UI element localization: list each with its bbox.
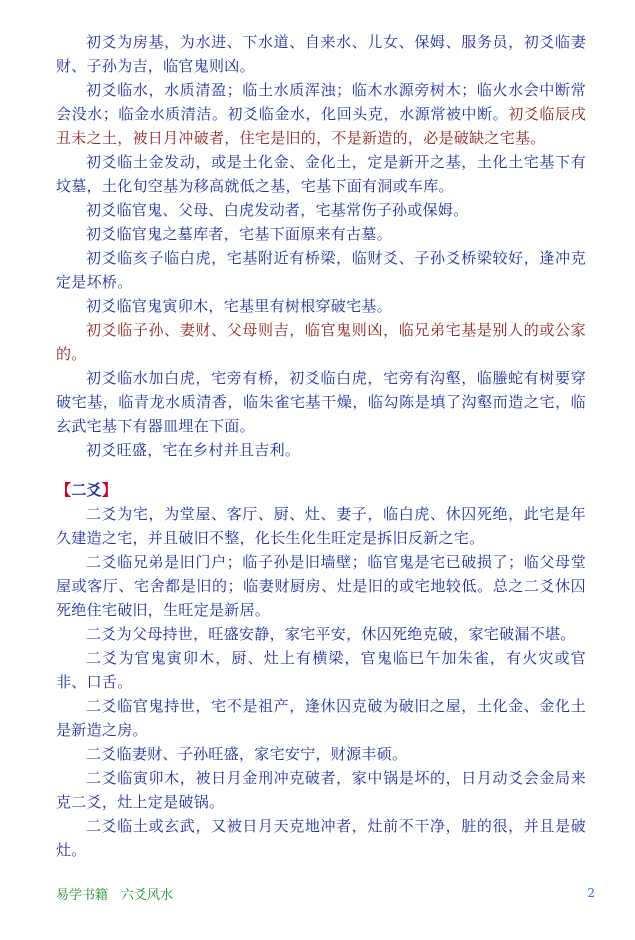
paragraph: 初爻旺盛，宅在乡村并且吉利。 [86,441,301,459]
paragraph: 二爻临寅卯木，被日月金刑冲克破者，家中锅是坏的，日月动爻会金局来克二爻，灶上定是破锅。 [56,769,586,811]
paragraph: 二爻临妻财、子孙旺盛，家宅安宁，财源丰硕。 [86,745,408,763]
paragraph: 初爻临官鬼寅卯木，宅基里有树根穿破宅基。 [86,297,393,315]
bracket-open: 【 [56,481,72,499]
document-body [56,30,586,862]
paragraph: 二爻为官鬼寅卯木，厨、灶上有横梁，官鬼临巳午加朱雀，有火灾或官非、口舌。 [56,649,586,691]
paragraph: 初爻临官鬼之墓库者，宅基下面原来有古墓。 [86,225,393,243]
paragraph: 二爻临兄弟是旧门户；临子孙是旧墙壁；临官鬼是宅已破损了；临父母堂屋或客厅、宅舍都是旧的；临妻财厨房、灶是旧的或宅地较低。总之二爻休囚死绝住宅破旧，生旺定是新居。 [56,553,586,619]
paragraph [56,78,586,150]
paragraph: 初爻为房基，为水进、下水道、自来水、儿女、保姆、服务员，初爻临妻财、子孙为吉，临官鬼则凶。 [56,33,586,75]
page-number: 2 [587,886,595,900]
paragraph: 初爻临官鬼、父母、白虎发动者，宅基常伤子孙或保姆。 [86,201,469,219]
paragraph: 二爻临官鬼持世，宅不是祖产，逢休囚克破为破旧之屋，土化金、金化土是新造之房。 [56,697,586,739]
paragraph: 二爻临土或玄武，又被日月天克地冲者，灶前不干净，脏的很，并且是破灶。 [56,817,586,859]
section-heading [56,478,586,502]
highlighted-text: 初爻临辰戌丑未之土，被日月冲破者，住宅是旧的，不是新造的，必是破缺之宅基。 [56,105,586,147]
page-footer [56,884,595,906]
paragraph: 二爻为宅，为堂屋、客厅、厨、灶、妻子，临白虎、休囚死绝，此宅是年久建造之宅，并且破旧不整，化长生化生旺定是拆旧反新之宅。 [56,505,586,547]
paragraph: 初爻临水加白虎，宅旁有桥，初爻临白虎，宅旁有沟壑，临螣蛇有树要穿破宅基，临青龙水质清香，临朱雀宅基干燥，临勾陈是填了沟壑而造之宅，临玄武宅基下有器皿埋在下面。 [56,369,586,435]
highlighted-paragraph: 初爻临子孙、妻财、父母则吉，临官鬼则凶，临兄弟宅基是别人的或公家的。 [56,321,586,363]
bracket-close: 】 [101,481,118,499]
section-title: 二爻 [71,481,102,499]
footer-book-title: 易学书籍 六爻风水 [56,888,174,903]
paragraph: 初爻临亥子临白虎，宅基附近有桥梁，临财爻、子孙爻桥梁较好，逢冲克定是坏桥。 [56,249,586,291]
paragraph: 二爻为父母持世，旺盛安静，家宅平安，休囚死绝克破，家宅破漏不堪。 [86,625,576,643]
paragraph-text: 初爻临水，水质清盈；临土水质浑浊；临木水源旁树木；临火水会中断常会没水；临金水质清洁。初爻临金水，化回头克，水源常被中断。 [56,81,586,123]
paragraph: 初爻临土金发动，或是土化金、金化土，定是新开之基，土化土宅基下有坟墓，土化旬空基为移高就低之基，宅基下面有洞或车库。 [56,153,586,195]
